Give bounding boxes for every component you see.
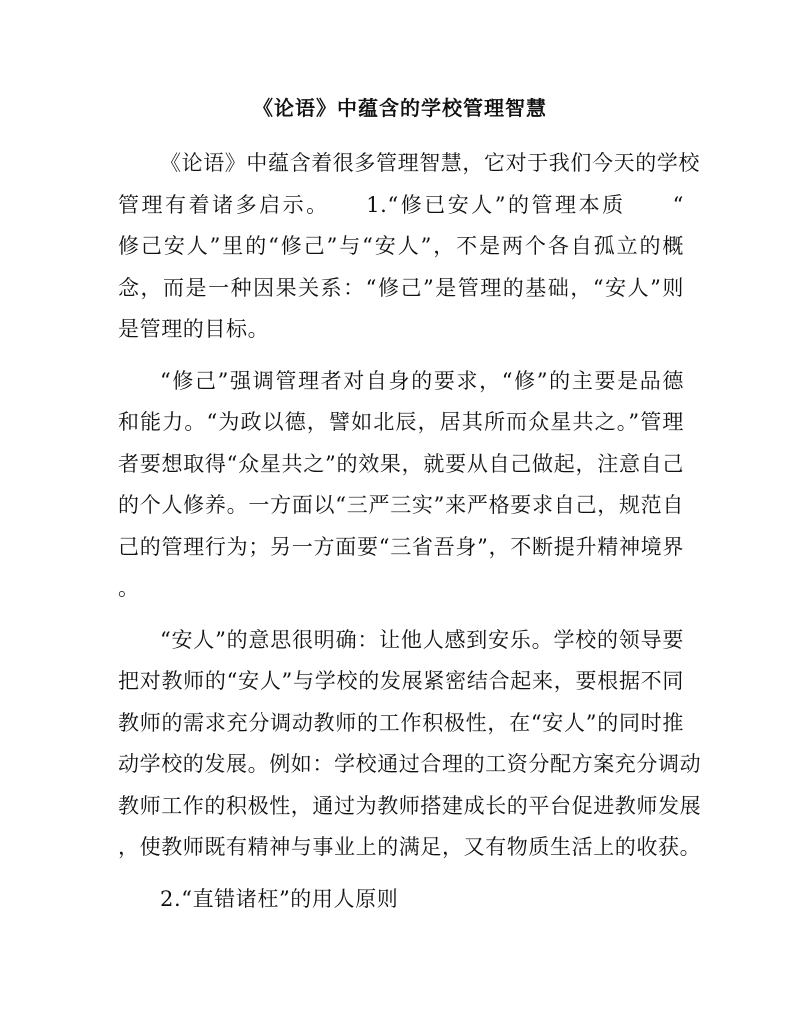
paragraph-1-line-2: 管理有着诸多启示。 1.“修已安人”的管理本质 “ [118, 193, 684, 217]
paragraph-1-line-4: 念，而是一种因果关系：“修己”是管理的基础，“安人”则 [118, 276, 684, 300]
document-title: 《论语》中蕴含的学校管理智慧 [253, 96, 547, 120]
paragraph-3-line-4: 动学校的发展。例如：学校通过合理的工资分配方案充分调动 [118, 752, 702, 776]
paragraph-3-line-5: 教师工作的积极性，通过为教师搭建成长的平台促进教师发展 [118, 794, 702, 818]
paragraph-3-line-2: 把对教师的“安人”与学校的发展紧密结合起来，要根据不同 [118, 669, 684, 693]
paragraph-2-line-2: 和能力。“为政以德，譬如北辰，居其所而众星共之。”管理 [118, 410, 684, 434]
paragraph-2-line-1: “修己”强调管理者对自身的要求，“修”的主要是品德 [160, 369, 684, 393]
paragraph-1-line-1: 《论语》中蕴含着很多管理智慧，它对于我们今天的学校 [160, 151, 700, 175]
paragraph-2-line-3: 者要想取得“众星共之”的效果，就要从自己做起，注意自己 [118, 452, 684, 476]
paragraph-3-line-1: “安人”的意思很明确：让他人感到安乐。学校的领导要 [160, 628, 684, 652]
paragraph-1-line-3: 修己安人”里的“修己”与“安人”，不是两个各自孤立的概 [118, 234, 684, 258]
section-heading-2: 2.“直错诸枉”的用人原则 [160, 887, 399, 911]
paragraph-1-line-5: 是管理的目标。 [118, 317, 270, 341]
paragraph-2-line-6: 。 [118, 576, 140, 600]
paragraph-2-line-5: 己的管理行为；另一方面要“三省吾身”，不断提升精神境界 [118, 535, 684, 559]
paragraph-3-line-6: ，使教师既有精神与事业上的满足，又有物质生活上的收获。 [118, 835, 702, 859]
paragraph-2-line-4: 的个人修养。一方面以“三严三实”来严格要求自己，规范自 [118, 493, 684, 517]
paragraph-3-line-3: 教师的需求充分调动教师的工作积极性，在“安人”的同时推 [118, 711, 684, 735]
